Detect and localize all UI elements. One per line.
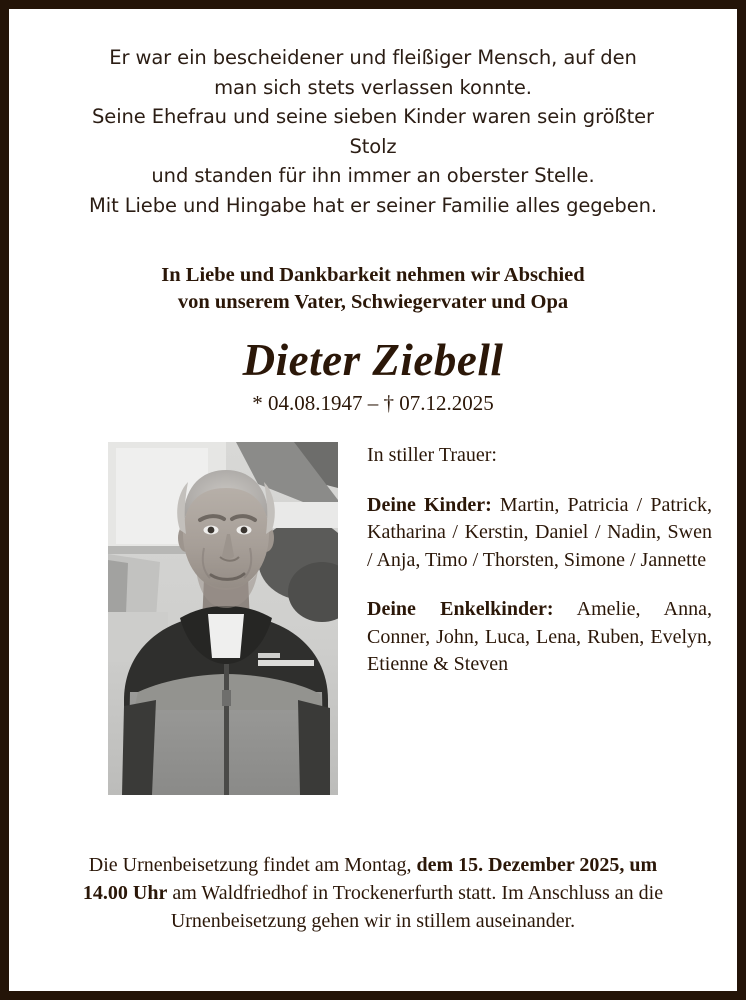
mourners-lead: In stiller Trauer: (367, 444, 497, 466)
deceased-name: Dieter Ziebell (242, 335, 504, 385)
grandchildren-group (367, 596, 712, 679)
grandchildren-names: Amelie, Anna, Conner, John, Luca, Lena, Ruben, Evelyn, Etienne & Steven (367, 598, 712, 675)
farewell-line-1: In Liebe und Dankbarkeit nehmen wir Abschied (161, 264, 585, 286)
children-names: Martin, Patricia / Patrick, Katharina / Kerstin, Daniel / Nadin, Swen / Anja, Timo / Thorsten, Simone / Jannette (367, 493, 712, 571)
verse-line-5: und standen für ihn immer an oberster Stelle. (151, 164, 595, 187)
funeral-details (9, 851, 737, 935)
verse-line-2: man sich stets verlassen konnte. (214, 75, 532, 99)
grandchildren-label: Deine Enkelkinder: (367, 598, 554, 620)
memorial-verse (9, 9, 737, 220)
funeral-text-after: am Waldfriedhof in Trockenerfurth statt. Im Anschluss an die Urnenbeisetzung gehen wir in stillem auseinander. (167, 882, 664, 932)
verse-line-6: Mit Liebe und Hingabe hat er seiner Familie alles gegeben. (89, 193, 657, 217)
children-group (367, 492, 712, 575)
verse-line-3: Seine Ehefrau und seine sieben Kinder waren sein größter (92, 105, 654, 128)
farewell-line-2: von unserem Vater, Schwiegervater und Opa (177, 291, 569, 313)
obituary-inner (9, 9, 737, 991)
verse-line-1: Er war ein bescheidener und fleißiger Mensch, auf den (109, 46, 637, 69)
portrait-photo (108, 442, 338, 795)
verse-line-4: Stolz (349, 134, 397, 158)
mourners-list (367, 442, 712, 679)
funeral-datetime: dem 15. Dezember 2025, um 14.00 Uhr (82, 854, 658, 904)
deceased-dates: * 04.08.1947 – † 07.12.2025 (252, 391, 494, 415)
photo-and-mourners-block (9, 442, 737, 807)
farewell-statement (9, 262, 737, 316)
children-label: Deine Kinder: (367, 493, 492, 516)
funeral-text-before: Die Urnenbeisetzung findet am Montag, (88, 854, 417, 876)
